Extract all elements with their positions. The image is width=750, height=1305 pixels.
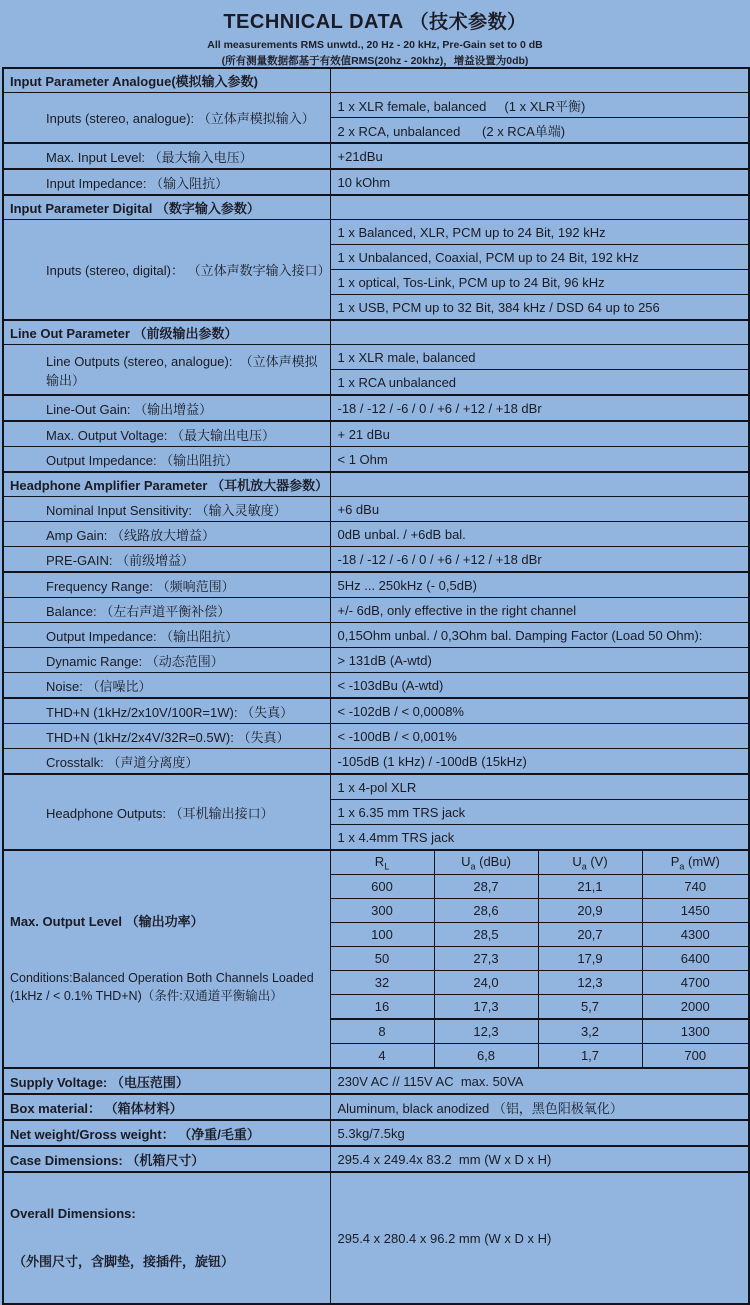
spec-value: -18 / -12 / -6 / 0 / +6 / +12 / +18 dBr <box>330 395 749 421</box>
spec-row <box>3 1146 749 1172</box>
spec-value: +/- 6dB, only effective in the right channel <box>330 598 749 623</box>
spec-row <box>3 93 749 118</box>
spec-row <box>3 421 749 447</box>
section-row-lineout <box>3 320 749 345</box>
spec-label-pre-gain: PRE-GAIN: （前级增益） <box>3 547 330 573</box>
spec-label-input-impedance: Input Impedance: （输入阻抗） <box>3 169 330 195</box>
overall-dimensions-line1: Overall Dimensions: <box>10 1206 136 1221</box>
spec-row <box>3 1120 749 1146</box>
spec-label-max-input-level: Max. Input Level: （最大输入电压） <box>3 143 330 169</box>
spec-row <box>3 447 749 473</box>
power-cell: 3,2 <box>538 1019 642 1044</box>
spec-row <box>3 673 749 699</box>
power-cell: 21,1 <box>538 875 642 899</box>
section-row-headphone <box>3 472 749 497</box>
subtitle-cn: (所有测量数据都基于有效值RMS(20hz - 20khz)，增益设置为0db) <box>221 55 529 67</box>
section-spacer <box>330 320 749 345</box>
spec-label-overall-dimensions <box>3 1172 330 1304</box>
power-cell: 2000 <box>642 995 749 1020</box>
power-cell: 5,7 <box>538 995 642 1020</box>
spec-row <box>3 1172 749 1304</box>
spec-label-thd-05w: THD+N (1kHz/2x4V/32R=0.5W): （失真） <box>3 724 330 749</box>
spec-label-thd-1w: THD+N (1kHz/2x10V/100R=1W): （失真） <box>3 698 330 724</box>
power-cell: 8 <box>330 1019 434 1044</box>
spec-label-max-output-voltage: Max. Output Voltage: （最大输出电压） <box>3 421 330 447</box>
spec-table <box>2 67 750 1305</box>
power-col-rl: $R_L$ <box>330 850 434 875</box>
spec-row <box>3 648 749 673</box>
power-cell: 17,3 <box>434 995 538 1020</box>
power-cell: 6400 <box>642 947 749 971</box>
power-cell: 16 <box>330 995 434 1020</box>
spec-value: 5Hz ... 250kHz (- 0,5dB) <box>330 572 749 598</box>
spec-row <box>3 1094 749 1120</box>
spec-value: 0,15Ohm unbal. / 0,3Ohm bal. Damping Factor (Load 50 Ohm): <box>330 623 749 648</box>
power-cell: 20,9 <box>538 899 642 923</box>
spec-label-output-impedance-line: Output Impedance: （输出阻抗） <box>3 447 330 473</box>
spec-row <box>3 623 749 648</box>
power-col-ua-dbu: $U_a$ (dBu) <box>434 850 538 875</box>
spec-value: 1 x XLR male, balanced <box>330 345 749 370</box>
spec-value: -18 / -12 / -6 / 0 / +6 / +12 / +18 dBr <box>330 547 749 573</box>
spec-label-inputs-digital: Inputs (stereo, digital)： （立体声数字输入接口） <box>3 220 330 321</box>
power-cell: 6,8 <box>434 1044 538 1069</box>
spec-value: < -103dBu (A-wtd) <box>330 673 749 699</box>
spec-row <box>3 572 749 598</box>
power-cell: 100 <box>330 923 434 947</box>
section-spacer <box>330 68 749 93</box>
power-cell: 740 <box>642 875 749 899</box>
power-cell: 700 <box>642 1044 749 1069</box>
spec-row <box>3 698 749 724</box>
spec-label-lineout-gain: Line-Out Gain: （输出增益） <box>3 395 330 421</box>
spec-value: 295.4 x 280.4 x 96.2 mm (W x D x H) <box>330 1172 749 1304</box>
spec-value: +21dBu <box>330 143 749 169</box>
power-cell: 1300 <box>642 1019 749 1044</box>
power-cell: 12,3 <box>538 971 642 995</box>
spec-value: 1 x optical, Tos-Link, PCM up to 24 Bit, 96 kHz <box>330 270 749 295</box>
spec-label-inputs-analog: Inputs (stereo, analogue): （立体声模拟输入） <box>3 93 330 144</box>
section-row-digital <box>3 195 749 220</box>
page-title-en: TECHNICAL DATA <box>223 11 404 33</box>
spec-row <box>3 598 749 623</box>
sheet-header <box>0 0 750 67</box>
section-header-digital: Input Parameter Digital （数字输入参数） <box>3 195 330 220</box>
spec-value: 295.4 x 249.4x 83.2 mm (W x D x H) <box>330 1146 749 1172</box>
spec-value: 5.3kg/7.5kg <box>330 1120 749 1146</box>
spec-value: 1 x Unbalanced, Coaxial, PCM up to 24 Bit, 192 kHz <box>330 245 749 270</box>
spec-value: 0dB unbal. / +6dB bal. <box>330 522 749 547</box>
section-header-headphone: Headphone Amplifier Parameter （耳机放大器参数） <box>3 472 330 497</box>
spec-value: 1 x USB, PCM up to 32 Bit, 384 kHz / DSD 64 up to 256 <box>330 295 749 321</box>
power-cell: 4 <box>330 1044 434 1069</box>
power-conditions: Conditions:Balanced Operation Both Channels Loaded (1kHz / < 0.1% THD+N)（条件:双通道平衡输出） <box>10 971 318 1004</box>
spec-value: 1 x 4-pol XLR <box>330 774 749 800</box>
spec-value: > 131dB (A-wtd) <box>330 648 749 673</box>
spec-label-noise: Noise: （信噪比） <box>3 673 330 699</box>
spec-row <box>3 345 749 370</box>
spec-label-case-dimensions: Case Dimensions: （机箱尺寸） <box>3 1146 330 1172</box>
section-spacer <box>330 195 749 220</box>
spec-row <box>3 522 749 547</box>
power-cell: 12,3 <box>434 1019 538 1044</box>
spec-row <box>3 497 749 522</box>
spec-value: < -100dB / < 0,001% <box>330 724 749 749</box>
power-cell: 28,7 <box>434 875 538 899</box>
spec-value: 1 x RCA unbalanced <box>330 370 749 396</box>
page-title <box>0 7 750 34</box>
overall-dimensions-line2: （外围尺寸，含脚垫，接插件，旋钮） <box>13 1254 235 1270</box>
spec-label-output-impedance-hp: Output Impedance: （输出阻抗） <box>3 623 330 648</box>
spec-row <box>3 1068 749 1094</box>
power-col-ua-v: $U_a$ (V) <box>538 850 642 875</box>
spec-value: 230V AC // 115V AC max. 50VA <box>330 1068 749 1094</box>
spec-label-nominal-input-sensitivity: Nominal Input Sensitivity: （输入灵敏度） <box>3 497 330 522</box>
power-cell: 50 <box>330 947 434 971</box>
spec-label-supply-voltage: Supply Voltage: （电压范围） <box>3 1068 330 1094</box>
spec-value: 2 x RCA, unbalanced (2 x RCA单端) <box>330 118 749 144</box>
spec-row <box>3 395 749 421</box>
page-title-cn: （技术参数） <box>409 12 527 33</box>
power-cell: 24,0 <box>434 971 538 995</box>
power-col-pa-mw: $P_a$ (mW) <box>642 850 749 875</box>
spec-label-weight: Net weight/Gross weight： （净重/毛重） <box>3 1120 330 1146</box>
spec-value: Aluminum, black anodized （铝，黑色阳极氧化） <box>330 1094 749 1120</box>
power-cell: 28,6 <box>434 899 538 923</box>
spec-label-amp-gain: Amp Gain: （线路放大增益） <box>3 522 330 547</box>
power-cell: 4700 <box>642 971 749 995</box>
spec-row <box>3 143 749 169</box>
spec-row <box>3 749 749 775</box>
power-cell: 20,7 <box>538 923 642 947</box>
subtitle-en: All measurements RMS unwtd., 20 Hz - 20 kHz, Pre-Gain set to 0 dB <box>207 39 543 51</box>
power-cell: 32 <box>330 971 434 995</box>
spec-label-headphone-outputs: Headphone Outputs: （耳机输出接口） <box>3 774 330 850</box>
spec-label-crosstalk: Crosstalk: （声道分离度） <box>3 749 330 775</box>
section-row-analog <box>3 68 749 93</box>
section-header-lineout: Line Out Parameter （前级输出参数） <box>3 320 330 345</box>
spec-row <box>3 547 749 573</box>
spec-row <box>3 220 749 245</box>
power-cell: 1,7 <box>538 1044 642 1069</box>
spec-value: 1 x XLR female, balanced (1 x XLR平衡) <box>330 93 749 118</box>
power-cell: 1450 <box>642 899 749 923</box>
power-label-block <box>3 850 330 1068</box>
spec-value: -105dB (1 kHz) / -100dB (15kHz) <box>330 749 749 775</box>
power-title: Max. Output Level （输出功率） <box>10 913 204 929</box>
spec-label-frequency-range: Frequency Range: （频响范围） <box>3 572 330 598</box>
spec-label-line-outputs: Line Outputs (stereo, analogue): （立体声模拟输出） <box>3 345 330 396</box>
power-cell: 600 <box>330 875 434 899</box>
spec-label-box-material: Box material： （箱体材料） <box>3 1094 330 1120</box>
spec-value: 1 x 4.4mm TRS jack <box>330 825 749 851</box>
spec-row <box>3 169 749 195</box>
section-header-analog: Input Parameter Analogue(模拟输入参数) <box>3 68 330 93</box>
spec-row <box>3 774 749 800</box>
power-header-row <box>3 850 749 875</box>
power-cell: 27,3 <box>434 947 538 971</box>
spec-label-balance: Balance: （左右声道平衡补偿） <box>3 598 330 623</box>
spec-value: < 1 Ohm <box>330 447 749 473</box>
spec-value: 10 kOhm <box>330 169 749 195</box>
power-cell: 17,9 <box>538 947 642 971</box>
spec-value: < -102dB / < 0,0008% <box>330 698 749 724</box>
section-spacer <box>330 472 749 497</box>
spec-value: 1 x Balanced, XLR, PCM up to 24 Bit, 192 kHz <box>330 220 749 245</box>
spec-row <box>3 724 749 749</box>
spec-value: +6 dBu <box>330 497 749 522</box>
spec-value: 1 x 6.35 mm TRS jack <box>330 800 749 825</box>
power-cell: 4300 <box>642 923 749 947</box>
power-cell: 300 <box>330 899 434 923</box>
power-cell: 28,5 <box>434 923 538 947</box>
spec-label-dynamic-range: Dynamic Range: （动态范围） <box>3 648 330 673</box>
spec-value: + 21 dBu <box>330 421 749 447</box>
